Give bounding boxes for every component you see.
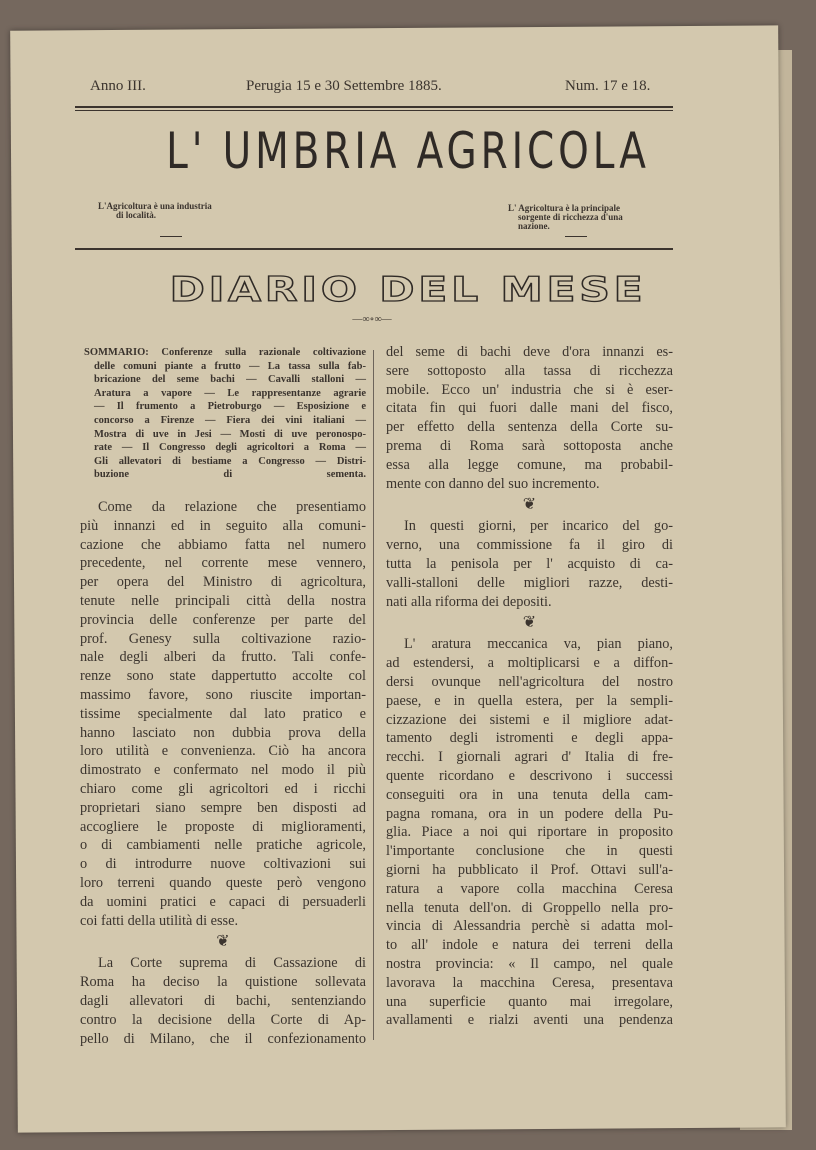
summary-line: buzione di sementa. — [94, 469, 366, 481]
text-line: glia. Piace a noi qui riportare in proposito — [386, 824, 673, 841]
motto-right: L' Agricoltura è la principale sorgente di ricchezza d'una nazione. — [508, 203, 623, 231]
text-line: pello di Milano, che il confezionamento — [80, 1030, 366, 1047]
text-line: cizzazione dei sistemi e il migliore adat- — [386, 711, 673, 728]
text-line: essa alla legge comune, ma probabil- — [386, 456, 673, 473]
text-line: o di cambiamenti nelle pratiche agricole, — [80, 837, 366, 854]
summary-block — [84, 346, 366, 482]
right-column — [386, 343, 673, 1030]
text-line: per opera del Ministro di agricoltura, — [80, 574, 366, 591]
divider — [565, 236, 587, 237]
text-line: In questi giorni, per incarico del go- — [404, 518, 673, 535]
text-line: prof. Genesy sulla coltivazione razio- — [80, 630, 366, 647]
summary-line: delle comuni piante a frutto — La tassa sulla fab- — [94, 360, 366, 372]
text-line: precedente, nel corrente mese vennero, — [80, 555, 366, 572]
text-line: l'importante conclusione che in questi — [386, 843, 673, 860]
divider — [160, 236, 182, 237]
text-line: nale degli alberi da frutto. Tali confe- — [80, 649, 366, 666]
text-line: tamento degli istromenti e degli appa- — [386, 730, 673, 747]
text-line: tenute nelle principali città della nostra — [80, 592, 366, 609]
text-line: hanno lasciato non dubbia prova della — [80, 724, 366, 741]
issue-date: Perugia 15 e 30 Settembre 1885. — [246, 78, 442, 94]
column-rule — [373, 350, 374, 1040]
text-line: lavorava la macchina Ceresa, presentava — [386, 974, 673, 991]
text-line: loro utilità e convenienza. Ciò ha ancora — [80, 743, 366, 760]
text-line: loro terreni quando queste però vengono — [80, 874, 366, 891]
text-line: quente ricordano e descrivono i successi — [386, 767, 673, 784]
text-line: massimo favore, sono riuscite importan- — [80, 686, 366, 703]
text-line: coi fatti della utilità di esse. — [80, 912, 239, 929]
text-line: to all' indole e natura dei terreni della — [386, 937, 673, 954]
text-line: mobile. Ecco un' industria che si è eser- — [386, 381, 673, 398]
text-line: L' aratura meccanica va, pian piano, — [404, 636, 673, 653]
text-line: pagna romana, ora in un podere della Pu- — [386, 805, 673, 822]
text-line: chiaro come gli agricoltori ed i ricchi — [80, 780, 366, 797]
left-column — [80, 498, 366, 1048]
text-line: renze sono state dappertutto accolte col — [80, 668, 366, 685]
summary-line: concorso a Firenze — Fiera dei vini italiani — — [94, 414, 366, 426]
motto-left: L'Agricoltura è una industria di località. — [98, 201, 212, 220]
text-line: o di introdurre nuove coltivazioni sui — [80, 856, 366, 873]
text-line: provincia delle conferenze per parte del — [80, 611, 366, 628]
text-line: La Corte suprema di Cassazione di — [98, 955, 366, 972]
text-line: prema di Roma sarà sottoposta anche — [386, 437, 673, 454]
text-line: nella tenuta dell'on. di Groppello nella pro- — [386, 899, 673, 916]
text-line: paese, e in quella estera, per la sempli- — [386, 692, 673, 709]
text-line: recchi. I giornali agrari d' Italia di fre- — [386, 749, 673, 766]
summary-line: Mostra di uve in Jesi — Mosti di uve peronospo- — [94, 428, 366, 440]
text-line: da uomini pratici e capaci di persuaderli — [80, 893, 366, 910]
small-ornament: —∞∘∞— — [352, 314, 392, 325]
text-line: avallamenti e rialzi aventi una pendenza — [386, 1012, 673, 1029]
text-line: conseguiti ora in una tenuta della cam- — [386, 786, 673, 803]
text-line: per effetto della sentenza della Corte su- — [386, 419, 673, 436]
text-line: tissime specialmente dal lato pratico e — [80, 705, 366, 722]
text-line: del seme di bachi deve d'ora innanzi es- — [386, 344, 673, 360]
text-line: valli-stalloni delle migliori razze, desti- — [386, 574, 673, 591]
text-line: cazione che abbiamo fatta nel numero — [80, 536, 366, 553]
text-line: sere sottoposto alla tassa di ricchezza — [386, 362, 673, 379]
text-line: contro la decisione della Corte di Ap- — [80, 1011, 366, 1028]
summary-line: rate — Il Congresso degli agricoltori a Roma — — [94, 442, 366, 454]
text-line: più innanzi ed in seguito alla comuni- — [80, 517, 366, 534]
fleuron-ornament-icon: ❦ — [216, 933, 230, 951]
text-line: nostra provincia: « Il campo, nel quale — [386, 955, 673, 972]
summary-line: Aratura a vapore — Le rappresentanze agrarie — [94, 387, 366, 399]
text-line: ad estendersi, a moltiplicarsi e a diffon- — [386, 655, 673, 672]
header-rule — [75, 106, 673, 108]
fleuron-ornament-icon: ❦ — [522, 614, 537, 632]
text-line: dagli allevatori di bachi, sentenziando — [80, 992, 366, 1009]
summary-line: Gli allevatori di bestiame a Congresso — Distri- — [94, 455, 366, 467]
summary-line: SOMMARIO: Conferenze sulla razionale coltivazione — [84, 347, 366, 358]
masthead-rule — [75, 248, 673, 250]
issue-number: Num. 17 e 18. — [565, 78, 651, 94]
section-title: DIARIO DEL MESE — [169, 270, 647, 310]
header-rule — [75, 110, 673, 111]
text-line: dimostrato e confermato nel modo il più — [80, 762, 366, 779]
text-line: vincia di Alessandria perchè si adatta mol- — [386, 918, 673, 935]
text-line: Roma ha deciso la quistione sollevata — [80, 974, 366, 991]
issue-year: Anno III. — [90, 78, 146, 94]
text-line: una superficie quanto mai irregolare, — [386, 993, 673, 1010]
text-line: dersi ovunque nell'agricoltura del nostro — [386, 673, 673, 690]
text-line: Come da relazione che presentiamo — [98, 499, 366, 515]
summary-line: bricazione del seme bachi — Cavalli stalloni — — [94, 374, 366, 386]
text-line: nati alla riforma dei depositi. — [386, 593, 552, 610]
text-line: verno, una commissione fa il giro di — [386, 537, 673, 554]
fleuron-ornament-icon: ❦ — [522, 496, 537, 514]
text-line: mente con danno del suo incremento. — [386, 475, 600, 492]
masthead-title: L' UMBRIA AGRICOLA — [166, 122, 650, 180]
text-line: ratura a vapore colla macchina Ceresa — [386, 880, 673, 897]
text-line: tutta la penisola per l' acquisto di ca- — [386, 555, 673, 572]
text-line: citata fin qui fuori dalle mani del fisco, — [386, 400, 673, 417]
text-line: giorni ha pubblicato il Prof. Ottavi sull'a- — [386, 861, 673, 878]
text-line: accogliere le proposte di miglioramenti, — [80, 818, 366, 835]
summary-line: — Il frumento a Pietroburgo — Esposizione e — [94, 401, 366, 413]
text-line: proprietari siano sempre ben disposti ad — [80, 799, 366, 816]
